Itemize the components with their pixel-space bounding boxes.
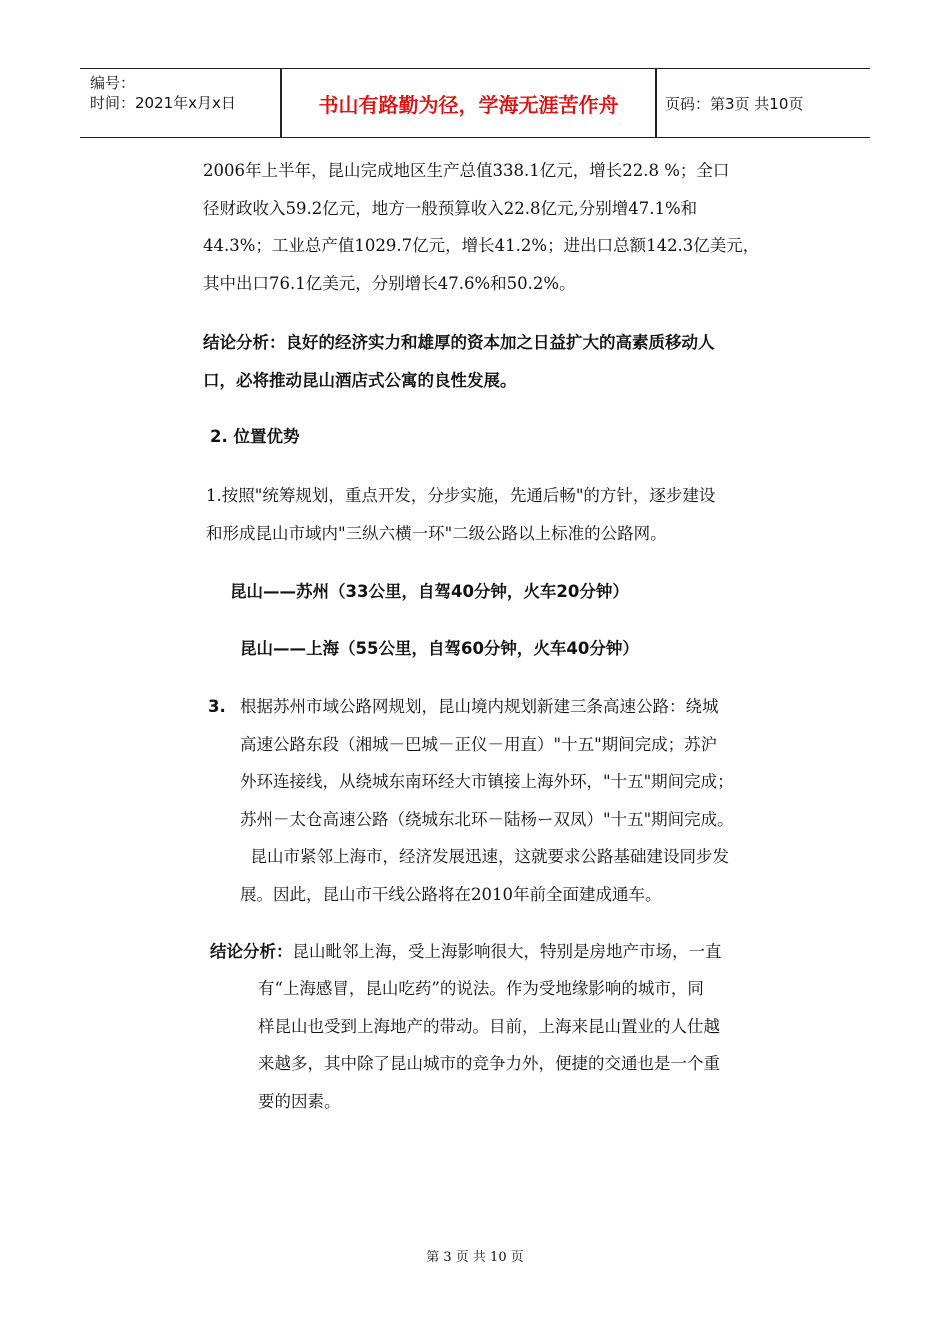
text-line: 昆山市紧邻上海市，经济发展迅速，这就要求公路基础建设同步发 <box>240 847 729 866</box>
paragraph-economy <box>203 152 759 302</box>
text-line: 口，必将推动昆山酒店式公寓的良性发展。 <box>203 370 517 390</box>
header-divider <box>655 69 657 137</box>
text-line: 和形成昆山市域内"三纵六横一环"二级公路以上标准的公路网。 <box>206 523 667 543</box>
header-motto: 书山有路勤为径，学海无涯苦作舟 <box>318 92 619 117</box>
route-shanghai: 昆山——上海（55公里，自驾60分钟，火车40分钟） <box>240 639 639 658</box>
text-line: 根据苏州市域公路网规划，昆山境内规划新建三条高速公路：绕城 <box>240 697 719 716</box>
number-label: 编号： <box>90 74 136 92</box>
text-line: 展。因此，昆山市干线公路将在2010年前全面建成通车。 <box>240 884 662 904</box>
page-footer: 第 3 页 共 10 页 <box>426 1250 524 1265</box>
conclusion-label: 结论分析： <box>210 942 293 961</box>
route-suzhou: 昆山——苏州（33公里，自驾40分钟，火车20分钟） <box>230 582 629 601</box>
header-page-code: 页码：第3页 共10页 <box>665 94 804 113</box>
text-line: 44.3%；工业总产值1029.7亿元，增长41.2%；进出口总额142.3亿美元， <box>203 236 760 255</box>
text-line: 苏州－太仓高速公路（绕城东北环－陆杨ー双凤）"十五"期间完成。 <box>240 809 734 829</box>
paragraph-highways <box>240 688 734 913</box>
date-label: 时间：2021年x月x日 <box>90 94 236 112</box>
text-line: 来越多，其中除了昆山城市的竞争力外，便捷的交通也是一个重 <box>258 1054 720 1073</box>
text-line: 高速公路东段（湘城－巴城－正仪－用直）"十五"期间完成；苏沪 <box>240 734 718 754</box>
page-header <box>80 68 870 138</box>
text-line: 要的因素。 <box>258 1091 341 1111</box>
text-line: 其中出口76.1亿美元，分别增长47.6%和50.2%。 <box>203 273 576 293</box>
conclusion-economy <box>203 324 715 399</box>
item-number: 3. <box>208 697 226 716</box>
conclusion-first-line <box>210 933 722 971</box>
text-line: 结论分析：良好的经济实力和雄厚的资本加之日益扩大的高素质移动人 <box>203 333 715 352</box>
header-meta <box>90 73 236 113</box>
paragraph-road-network <box>206 477 715 552</box>
conclusion-location-continued <box>258 970 720 1120</box>
text-line: 2006年上半年，昆山完成地区生产总值338.1亿元，增长22.8 %；全口 <box>203 161 730 180</box>
text-line: 1.按照"统筹规划，重点开发，分步实施，先通后畅"的方针，逐步建设 <box>206 486 716 505</box>
section-heading: 2. 位置优势 <box>210 427 300 446</box>
text-line: 有“上海感冒，昆山吃药”的说法。作为受地缘影响的城市，同 <box>258 979 704 998</box>
text-line: 昆山毗邻上海，受上海影响很大，特别是房地产市场，一直 <box>292 942 722 961</box>
text-line: 外环连接线，从绕城东南环经大市镇接上海外环，"十五"期间完成； <box>240 772 734 791</box>
text-line: 样昆山也受到上海地产的带动。目前，上海来昆山置业的人仕越 <box>258 1016 720 1036</box>
conclusion-location <box>210 933 722 971</box>
text-line: 径财政收入59.2亿元，地方一般预算收入22.8亿元,分别增47.1%和 <box>203 198 698 218</box>
